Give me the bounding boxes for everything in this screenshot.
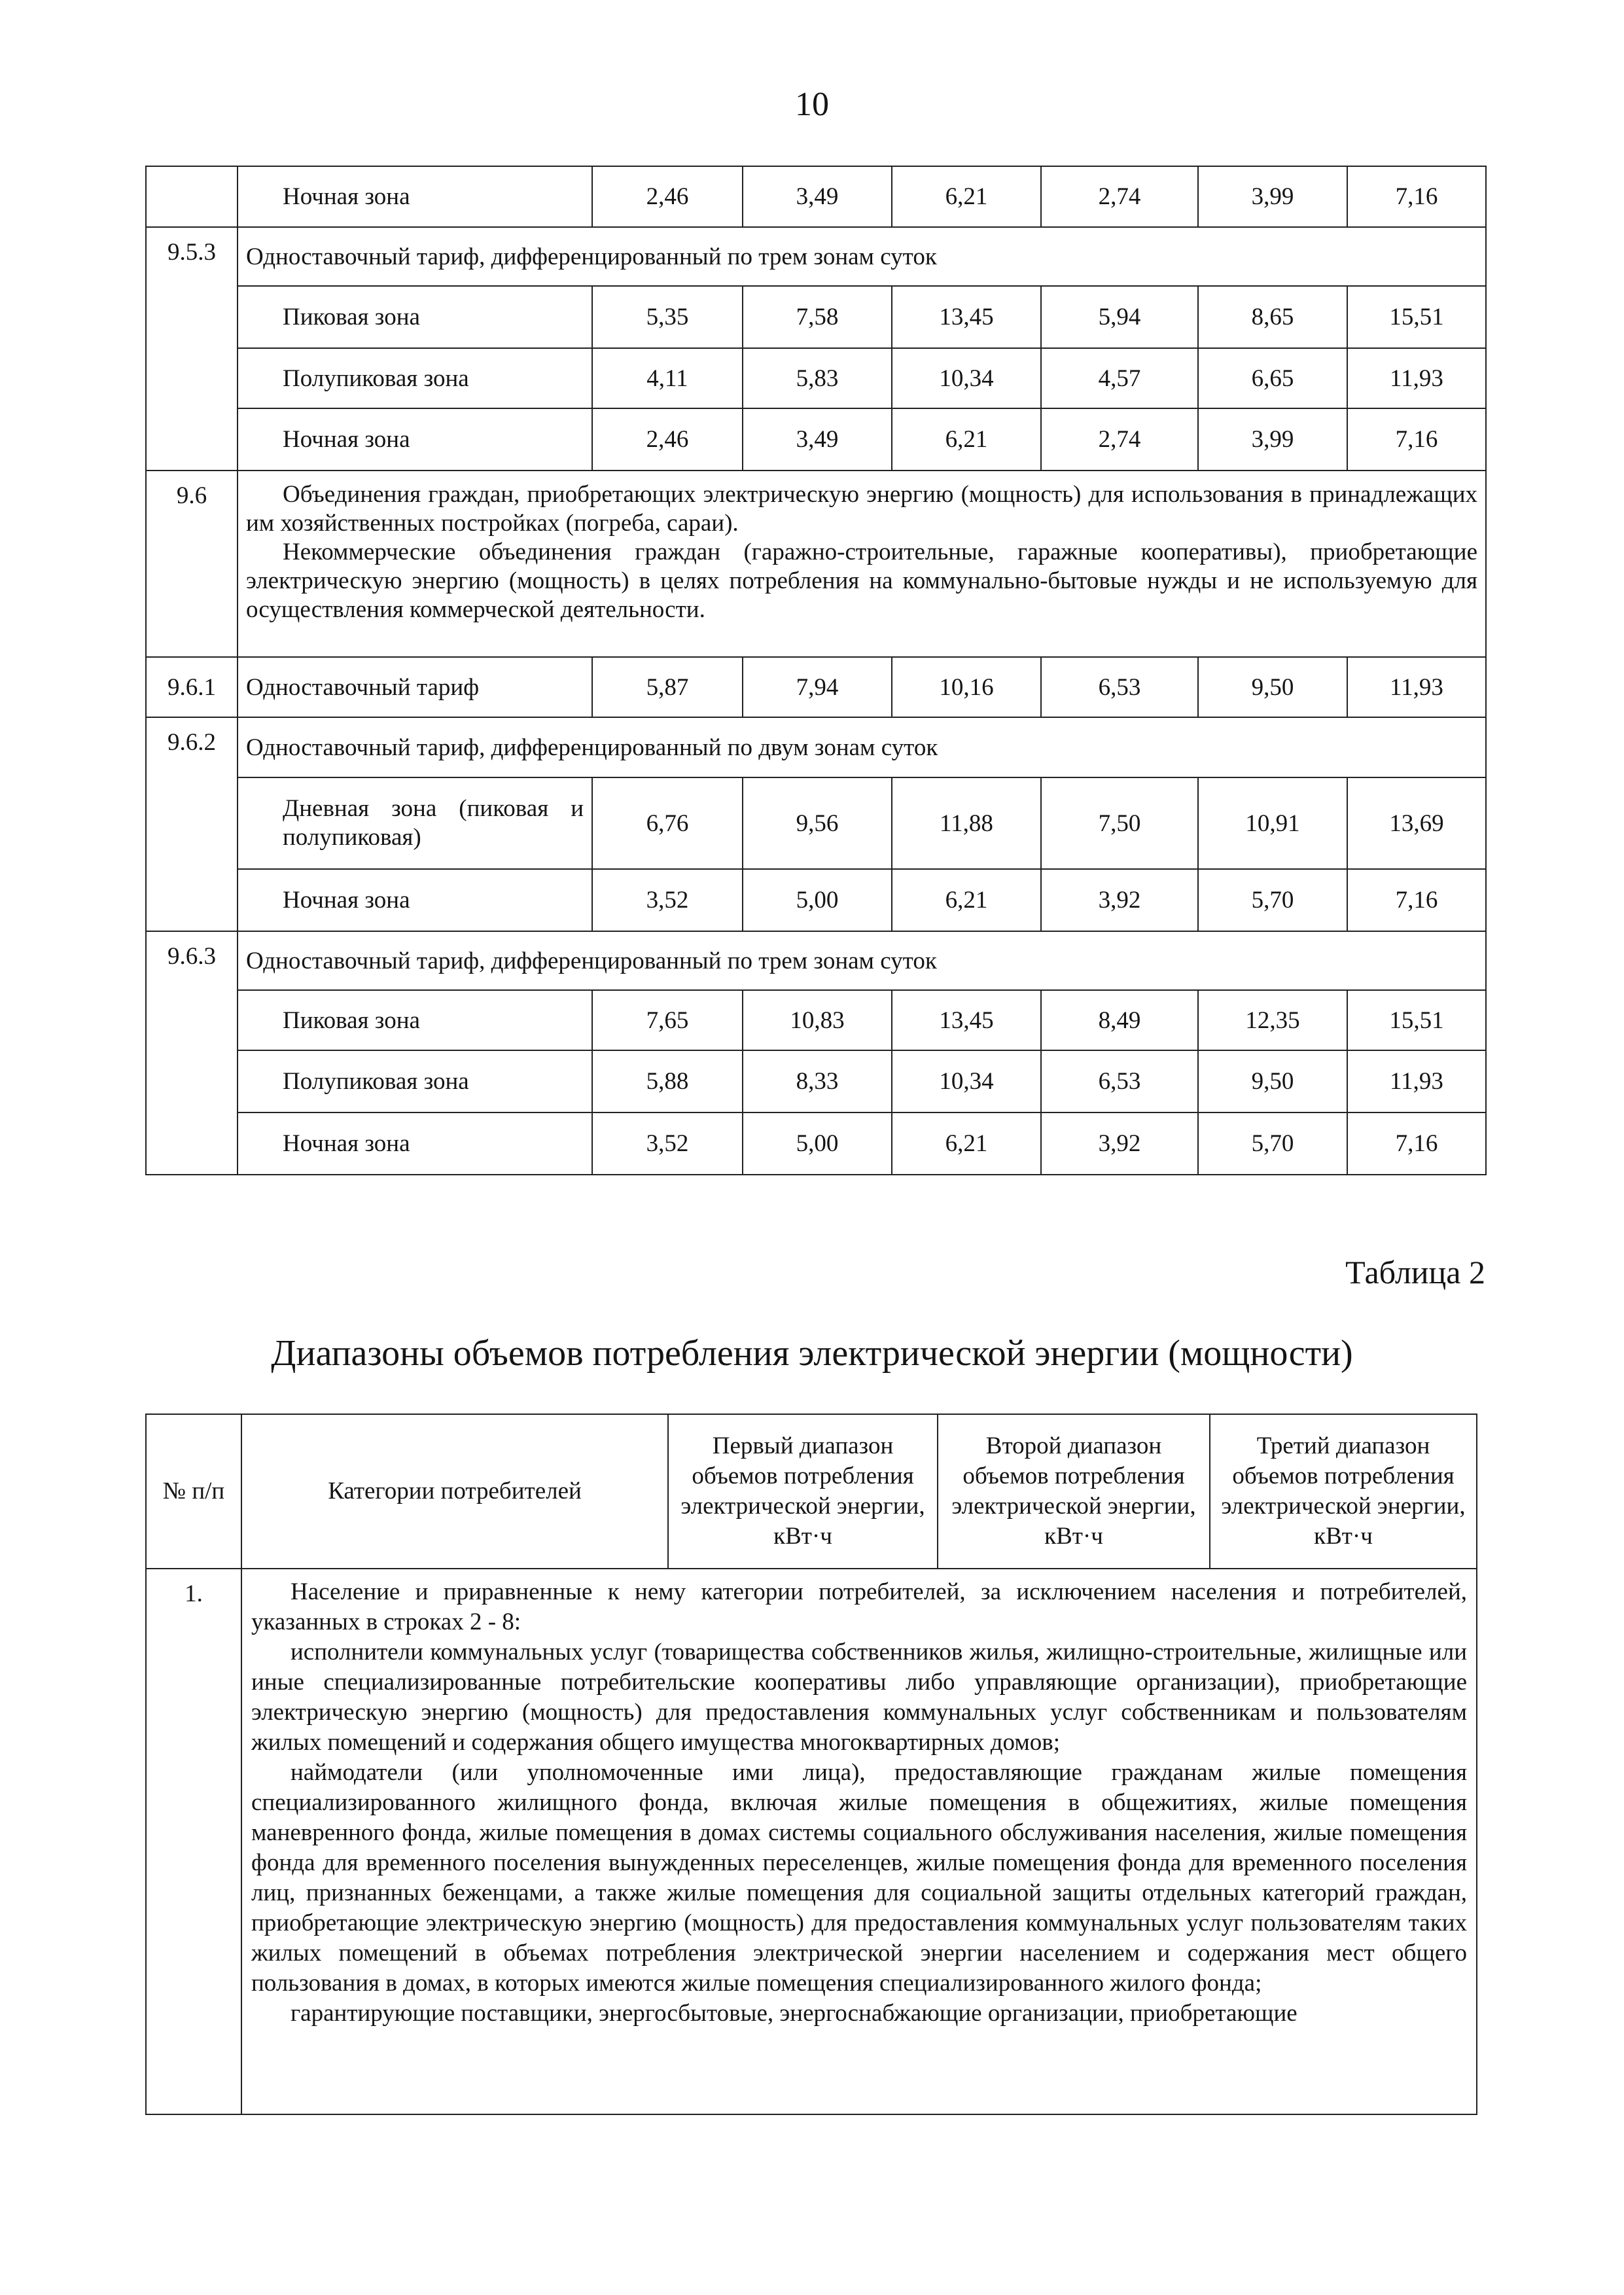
tariff-value: 3,49 xyxy=(743,408,892,471)
tariff-value: 5,00 xyxy=(743,1112,892,1175)
tariff-value: 9,56 xyxy=(743,777,892,869)
tariff-value: 7,94 xyxy=(743,657,892,717)
tariff-value: 4,11 xyxy=(592,348,743,408)
tariff-value: 11,93 xyxy=(1347,657,1486,717)
column-header-range-1: Первый диапазон объемов потребления электрической энергии, кВт·ч xyxy=(668,1414,938,1569)
row-label: Ночная зона xyxy=(238,869,592,931)
tariff-value: 10,34 xyxy=(892,348,1041,408)
tariff-value: 6,53 xyxy=(1041,657,1198,717)
paragraph: гарантирующие поставщики, энергосбытовые, энергоснабжающие организации, приобретающие xyxy=(291,2000,1297,2027)
tariff-value: 13,45 xyxy=(892,990,1041,1050)
tariff-value: 3,99 xyxy=(1198,166,1347,227)
section-title: Одноставочный тариф, дифференцированный по трем зонам суток xyxy=(238,931,1486,990)
row-number: 1. xyxy=(146,1569,241,2114)
category-description xyxy=(241,1569,1477,2114)
page-number: 10 xyxy=(795,86,829,123)
tariff-table xyxy=(145,166,1487,1175)
tariff-value: 2,46 xyxy=(592,408,743,471)
tariff-value: 2,46 xyxy=(592,166,743,227)
consumption-ranges-table xyxy=(145,1414,1477,2115)
column-header-range-2: Второй диапазон объемов потребления электрической энергии, кВт·ч xyxy=(938,1414,1210,1569)
row-label: Полупиковая зона xyxy=(238,1050,592,1112)
tariff-value: 5,70 xyxy=(1198,869,1347,931)
tariff-value: 10,34 xyxy=(892,1050,1041,1112)
tariff-value: 8,33 xyxy=(743,1050,892,1112)
table-row xyxy=(146,777,1486,869)
section-row xyxy=(146,931,1486,990)
paragraph: наймодатели (или уполномоченные ими лица), предоставляющие гражданам жилые помещения специализированного жилищного фонда, включая жилые помещения в общежитиях, жилые помещения маневренного фонда, жилые помещения в домах системы социального обслуживания населения, жилые помещения фонда для временного поселения вынужденных переселенцев, жилые помещения фонда для временного поселения лиц, признанных беженцами, а также жилые помещения для социальной защиты отдельных категорий граждан, приобретающие электрическую энергию (мощность) для предоставления коммунальных услуг пользователям таких жилых помещений в объемах потребления электрической энергии населением и содержания мест общего пользования в домах, в которых имеются жилые помещения специализированного жилого фонда; xyxy=(251,1759,1467,1997)
header-row xyxy=(146,1414,1477,1569)
section-number: 9.6.3 xyxy=(146,931,238,1175)
tariff-value: 5,88 xyxy=(592,1050,743,1112)
table-row xyxy=(146,990,1486,1050)
tariff-value: 9,50 xyxy=(1198,1050,1347,1112)
table-row xyxy=(146,869,1486,931)
tariff-value: 10,83 xyxy=(743,990,892,1050)
section-number: 9.6.1 xyxy=(146,657,238,717)
tariff-value: 13,69 xyxy=(1347,777,1486,869)
tariff-value: 2,74 xyxy=(1041,408,1198,471)
tariff-value: 6,21 xyxy=(892,869,1041,931)
section-description xyxy=(238,471,1486,657)
tariff-value: 6,65 xyxy=(1198,348,1347,408)
tariff-value: 5,94 xyxy=(1041,286,1198,348)
tariff-value: 6,53 xyxy=(1041,1050,1198,1112)
row-label: Пиковая зона xyxy=(238,990,592,1050)
row-label: Дневная зона (пиковая и полупиковая) xyxy=(238,777,592,869)
row-label: Одноставочный тариф xyxy=(238,657,592,717)
tariff-value: 7,16 xyxy=(1347,1112,1486,1175)
tariff-value: 3,92 xyxy=(1041,869,1198,931)
tariff-value: 5,70 xyxy=(1198,1112,1347,1175)
table-row xyxy=(146,1569,1477,2114)
paragraph: исполнители коммунальных услуг (товарищества собственников жилья, жилищно-строительные, жилищные или иные специализированные потребительские кооперативы либо управляющие организации), приобретающие электрическую энергию (мощность) для предоставления коммунальных услуг собственникам и пользователям жилых помещений и содержания общего имущества многоквартирных домов; xyxy=(251,1639,1467,1756)
tariff-value: 3,49 xyxy=(743,166,892,227)
paragraph: Некоммерческие объединения граждан (гаражно-строительные, гаражные кооперативы), приобретающие электрическую энергию (мощность) в целях потребления на коммунально-бытовые нужды и не используемую для осуществления коммерческой деятельности. xyxy=(246,539,1477,623)
tariff-value: 9,50 xyxy=(1198,657,1347,717)
paragraph: Население и приравненные к нему категории потребителей, за исключением населения и потребителей, указанных в строках 2 - 8: xyxy=(251,1578,1467,1635)
tariff-value: 5,35 xyxy=(592,286,743,348)
row-label: Ночная зона xyxy=(238,1112,592,1175)
tariff-value: 6,76 xyxy=(592,777,743,869)
section-row xyxy=(146,471,1486,657)
row-label: Ночная зона xyxy=(238,408,592,471)
tariff-value: 3,92 xyxy=(1041,1112,1198,1175)
tariff-value: 6,21 xyxy=(892,1112,1041,1175)
tariff-value: 10,16 xyxy=(892,657,1041,717)
table-row xyxy=(146,348,1486,408)
tariff-value: 12,35 xyxy=(1198,990,1347,1050)
tariff-value: 3,52 xyxy=(592,869,743,931)
tariff-value: 7,58 xyxy=(743,286,892,348)
row-label: Ночная зона xyxy=(238,166,592,227)
paragraph: Объединения граждан, приобретающих электрическую энергию (мощность) для использования в принадлежащих им хозяйственных постройках (погреба, сараи). xyxy=(246,481,1477,537)
section-title: Одноставочный тариф, дифференцированный по трем зонам суток xyxy=(238,227,1486,286)
tariff-value: 7,16 xyxy=(1347,408,1486,471)
tariff-value: 8,65 xyxy=(1198,286,1347,348)
table-row xyxy=(146,408,1486,471)
table-caption: Таблица 2 xyxy=(1345,1254,1485,1290)
tariff-value: 8,49 xyxy=(1041,990,1198,1050)
tariff-value: 15,51 xyxy=(1347,286,1486,348)
tariff-value: 11,88 xyxy=(892,777,1041,869)
tariff-value: 4,57 xyxy=(1041,348,1198,408)
table-row xyxy=(146,166,1486,227)
tariff-value: 11,93 xyxy=(1347,348,1486,408)
table-row xyxy=(146,657,1486,717)
tariff-value: 5,87 xyxy=(592,657,743,717)
section-number: 9.6 xyxy=(146,471,238,657)
table-row xyxy=(146,1050,1486,1112)
column-header-number: № п/п xyxy=(146,1414,241,1569)
table-row xyxy=(146,1112,1486,1175)
column-header-range-3: Третий диапазон объемов потребления электрической энергии, кВт·ч xyxy=(1210,1414,1477,1569)
row-label: Пиковая зона xyxy=(238,286,592,348)
section-row xyxy=(146,227,1486,286)
tariff-value: 15,51 xyxy=(1347,990,1486,1050)
row-label: Полупиковая зона xyxy=(238,348,592,408)
tariff-value: 5,83 xyxy=(743,348,892,408)
tariff-value: 7,16 xyxy=(1347,166,1486,227)
tariff-value: 5,00 xyxy=(743,869,892,931)
tariff-value: 10,91 xyxy=(1198,777,1347,869)
tariff-value: 7,65 xyxy=(592,990,743,1050)
section-title: Одноставочный тариф, дифференцированный по двум зонам суток xyxy=(238,717,1486,777)
section-number: 9.5.3 xyxy=(146,227,238,471)
tariff-value: 6,21 xyxy=(892,408,1041,471)
tariff-value: 2,74 xyxy=(1041,166,1198,227)
tariff-value: 11,93 xyxy=(1347,1050,1486,1112)
tariff-value: 3,99 xyxy=(1198,408,1347,471)
tariff-value: 7,16 xyxy=(1347,869,1486,931)
tariff-value: 6,21 xyxy=(892,166,1041,227)
section-row xyxy=(146,717,1486,777)
tariff-value: 7,50 xyxy=(1041,777,1198,869)
row-number-cell xyxy=(146,166,238,227)
table-title: Диапазоны объемов потребления электрической энергии (мощности) xyxy=(271,1333,1353,1374)
column-header-category: Категории потребителей xyxy=(241,1414,668,1569)
section-number: 9.6.2 xyxy=(146,717,238,931)
tariff-value: 3,52 xyxy=(592,1112,743,1175)
table-row xyxy=(146,286,1486,348)
tariff-value: 13,45 xyxy=(892,286,1041,348)
